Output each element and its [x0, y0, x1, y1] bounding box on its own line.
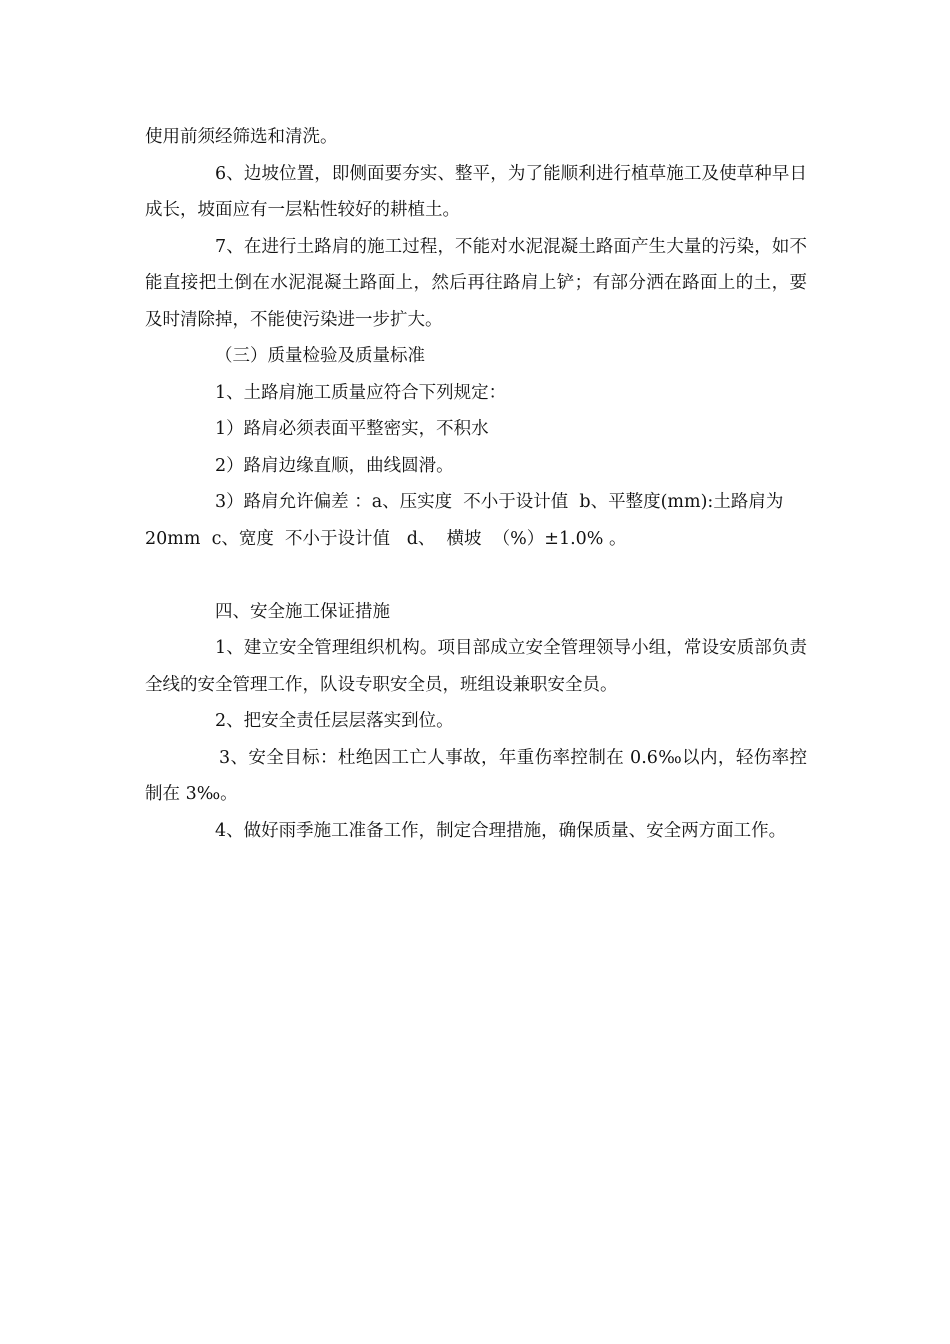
paragraph-item-7: 7、在进行土路肩的施工过程，不能对水泥混凝土路面产生大量的污染，如不能直接把土倒在水泥混凝土路面上，然后再往路肩上铲；有部分洒在路面上的土，要及时清除掉，不能使污染进一步扩大。	[145, 236, 807, 330]
paragraph-item-6: 6、边坡位置，即侧面要夯实、整平，为了能顺利进行植草施工及使草种早日成长，坡面应有一层粘性较好的耕植土。	[145, 163, 807, 220]
section-heading-quality: （三）质量检验及质量标准	[215, 346, 425, 366]
paragraph-continuation: 使用前须经筛选和清洗。	[145, 127, 338, 147]
paragraph-safety-3: 3、安全目标：杜绝因工亡人事故，年重伤率控制在 0.6‰以内，轻伤率控制在 3‰。	[145, 747, 807, 804]
section-heading-safety: 四、安全施工保证措施	[215, 601, 390, 622]
paragraph-safety-2: 2、把安全责任层层落实到位。	[215, 711, 454, 731]
paragraph-rule-3: 3）路肩允许偏差 ：a、压实度 不小于设计值 b、平整度(mm):土路肩为20mm c、宽度 不小于设计值 d、 横坡 （%）±1.0% 。	[145, 492, 784, 549]
paragraph-rule-1: 1）路肩必须表面平整密实，不积水	[215, 419, 489, 439]
paragraph-rule-2: 2）路肩边缘直顺，曲线圆滑。	[215, 455, 454, 476]
document-body	[145, 119, 807, 849]
blank-line	[145, 557, 807, 594]
paragraph-quality-rule: 1、土路肩施工质量应符合下列规定：	[215, 382, 507, 403]
paragraph-safety-4: 4、做好雨季施工准备工作，制定合理措施，确保质量、安全两方面工作。	[215, 820, 787, 841]
paragraph-safety-1: 1、建立安全管理组织机构。项目部成立安全管理领导小组，常设安质部负责全线的安全管理工作，队设专职安全员，班组设兼职安全员。	[145, 638, 807, 695]
